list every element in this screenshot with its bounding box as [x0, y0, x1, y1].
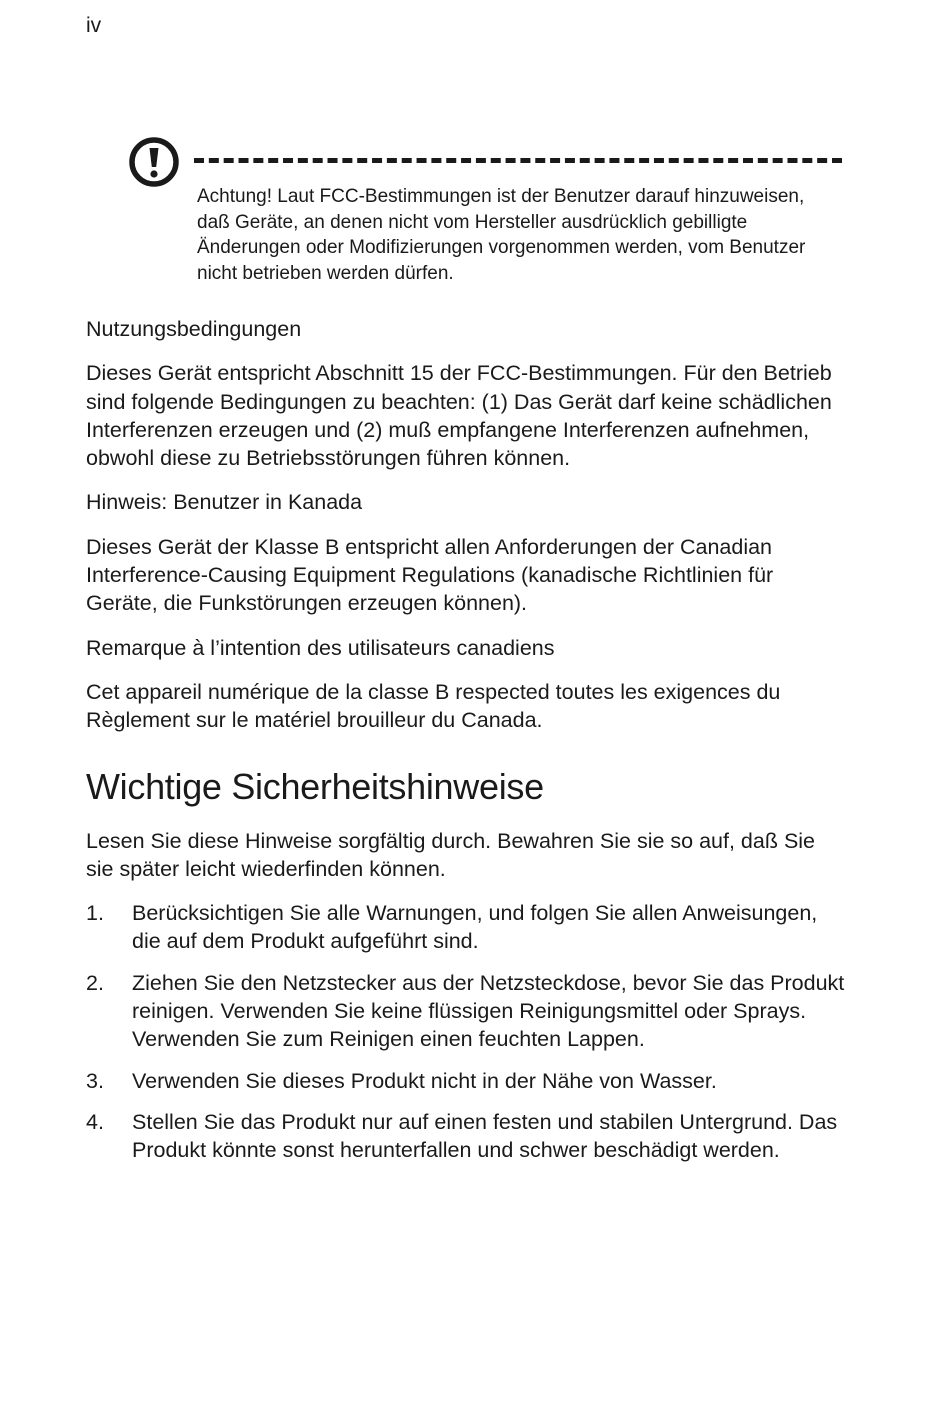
usage-heading: Nutzungsbedingungen: [86, 317, 302, 341]
caution-text: Achtung! Laut FCC-Bestimmungen ist der Benutzer darauf hinzuweisen, daß Geräte, an denen nicht vom Hersteller ausdrücklich gebilligte Änderungen oder Modifizierungen vorgenommen werden, vom Benutzer nicht betrieben werden dürfen.: [197, 186, 806, 284]
safety-title: Wichtige Sicherheitshinweise: [86, 765, 544, 807]
list-item: [86, 899, 846, 956]
list-item-number: 4.: [86, 1109, 104, 1134]
main-content: [86, 315, 846, 1178]
safety-list: [86, 899, 846, 1164]
list-item-text: Stellen Sie das Produkt nur auf einen festen und stabilen Untergrund. Das Produkt könnte sonst herunterfallen und schwer beschädigt werden.: [132, 1109, 838, 1163]
list-item-number: 2.: [86, 970, 104, 995]
list-item: [86, 1108, 846, 1165]
list-item-number: 1.: [86, 901, 104, 926]
french-heading: Remarque à l’intention des utilisateurs canadiens: [86, 635, 555, 660]
usage-text: Dieses Gerät entspricht Abschnitt 15 der FCC-Bestimmungen. Für den Betrieb sind folgende Bedingungen zu beachten: (1) Das Gerät darf keine schädlichen Interferenzen erzeugen und (2) muß empfangene Interferenzen aufnehmen, obwohl diese zu Betriebsstörungen führen können.: [86, 361, 832, 471]
canada-text: Dieses Gerät der Klasse B entspricht allen Anforderungen der Canadian Interference-Causing Equipment Regulations (kanadische Richtlinien für Geräte, die Funkstörungen erzeugen können).: [86, 534, 774, 616]
list-item-number: 3.: [86, 1068, 104, 1093]
french-text: Cet appareil numérique de la classe B respected toutes les exigences du Règlement sur le matériel brouilleur du Canada.: [86, 679, 781, 733]
list-item-text: Berücksichtigen Sie alle Warnungen, und folgen Sie allen Anweisungen, die auf dem Produkt aufgeführt sind.: [132, 901, 818, 954]
list-item: [86, 1067, 846, 1095]
page-number: iv: [86, 14, 102, 37]
list-item-text: Ziehen Sie den Netzstecker aus der Netzsteckdose, bevor Sie das Produkt reinigen. Verwenden Sie keine flüssigen Reinigungsmittel oder Sprays. Verwenden Sie zum Reinigen einen feuchten Lappen.: [132, 970, 845, 1052]
safety-intro: Lesen Sie diese Hinweise sorgfältig durch. Bewahren Sie sie so auf, daß Sie sie später leicht wiederfinden können.: [86, 828, 816, 881]
list-item: [86, 969, 846, 1054]
caution-divider: [194, 158, 842, 163]
canada-heading: Hinweis: Benutzer in Kanada: [86, 490, 363, 515]
exclamation-circle-icon: [128, 136, 180, 188]
list-item-text: Verwenden Sie dieses Produkt nicht in der Nähe von Wasser.: [132, 1068, 717, 1093]
